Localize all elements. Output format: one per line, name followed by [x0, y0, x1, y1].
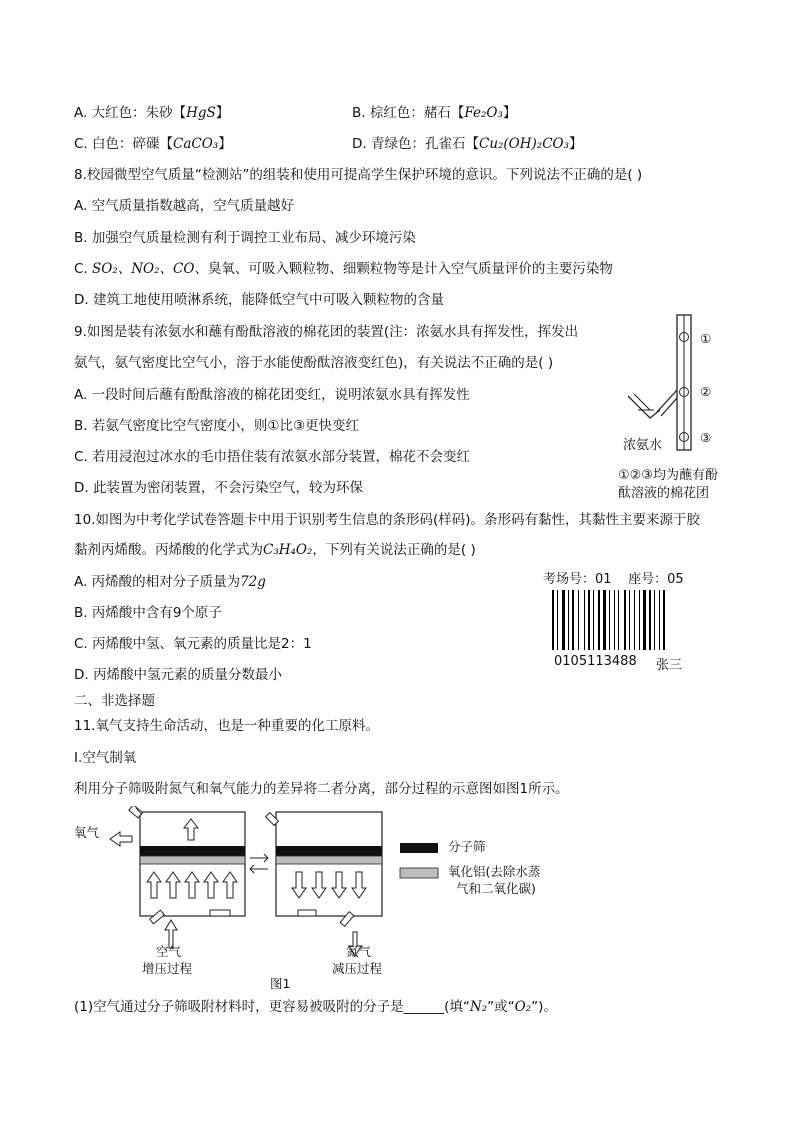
bracket: 】 [218, 136, 232, 152]
formula: Cu₂(OH)₂CO₃ [478, 136, 570, 152]
question-text: ”)。 [531, 999, 557, 1015]
q11-stem: 11.氧气支持生命活动，也是一种重要的化工原料。 [74, 718, 379, 734]
question-text: (填“ [444, 999, 470, 1015]
ammonia-apparatus-figure [610, 310, 770, 505]
barcode-bar [634, 590, 635, 650]
section-heading: 二、非选择题 [74, 693, 155, 709]
barcode-bar [609, 590, 610, 650]
q7-option-a [74, 104, 229, 122]
barcode-bar [603, 590, 606, 650]
option-text: A. 大红色：朱砂【 [74, 105, 187, 121]
barcode-bar [663, 590, 665, 650]
bracket: 】 [502, 105, 517, 121]
figure-caption-line2: 酞溶液的棉花团 [618, 486, 710, 501]
barcode-bar [572, 590, 574, 650]
q8-stem: 8.校园微型空气质量“检测站”的组装和使用可提高学生保护环境的意识。下列说法不正确的是( ) [74, 167, 643, 183]
question-text: ”或“ [487, 999, 515, 1015]
formula: C₃H₄O₂ [263, 542, 313, 558]
barcode-name: 张三 [656, 658, 683, 673]
barcode-bar [552, 590, 554, 650]
q8-option-a: A. 空气质量指数越高，空气质量越好 [74, 198, 295, 214]
option-text: C. 白色：碎磲【 [74, 136, 174, 152]
q9-option-d: D. 此装置为密闭装置，不会污染空气，较为环保 [74, 480, 363, 496]
stem-text: 黏剂丙烯酸。丙烯酸的化学式为 [74, 542, 263, 558]
q9-option-c: C. 若用浸泡过冰水的毛巾捂住装有浓氨水部分装置，棉花不会变红 [74, 449, 471, 465]
legend-sieve-label: 分子筛 [448, 839, 486, 854]
formula: SO₂、NO₂、CO [92, 261, 195, 277]
option-text: D. 青绿色：孔雀石【 [352, 136, 479, 152]
barcode-bar [593, 590, 594, 650]
barcode-bar [654, 590, 655, 650]
barcode-bars [552, 590, 690, 650]
barcode-bar [568, 590, 569, 650]
barcode-bar [659, 590, 660, 650]
formula: Fe₂O₃ [464, 105, 503, 121]
oxygen-label: 氧气 [74, 825, 100, 840]
q7-option-c [74, 135, 232, 153]
cotton-label-1: ① [700, 331, 712, 346]
barcode-bar [562, 590, 565, 650]
barcode-bar [557, 590, 558, 650]
figure-caption: 图1 [270, 976, 291, 991]
barcode-bar [629, 590, 630, 650]
depressurize-label: 减压过程 [332, 961, 383, 976]
q8-option-c [74, 260, 613, 278]
barcode-bar [584, 590, 585, 650]
formula: O₂ [514, 999, 532, 1015]
cotton-label-2: ② [700, 384, 712, 399]
bracket: 】 [569, 136, 583, 152]
barcode-number: 0105113488 [554, 654, 637, 669]
q10-stem-line1: 10.如图为中考化学试卷答题卡中用于识别考生信息的条形码(样码)。条形码有黏性，其黏性主要来源于胶 [74, 512, 701, 528]
q9-stem-line1: 9.如图是装有浓氨水和蘸有酚酞溶液的棉花团的装置(注：浓氨水具有挥发性，挥发出 [74, 324, 579, 340]
legend-alumina-label-line2: 气和二氧化碳) [456, 881, 536, 896]
q8-option-b: B. 加强空气质量检测有利于调控工业布局、减少环境污染 [74, 230, 416, 246]
barcode-bar [588, 590, 590, 650]
q10-stem-line2 [74, 541, 476, 559]
bracket: 】 [215, 105, 230, 121]
formula: CaCO₃ [173, 136, 219, 152]
stem-text: ，下列有关说法正确的是( ) [312, 542, 476, 558]
q11-question-1 [74, 998, 557, 1016]
formula: HgS [186, 105, 216, 121]
barcode-bar [643, 590, 646, 650]
q7-option-b [352, 104, 516, 122]
option-text: A. 丙烯酸的相对分子质量为 [74, 574, 241, 590]
barcode-bar [614, 590, 615, 650]
option-text: 、臭氧、可吸入颗粒物、细颗粒物等是计入空气质量评价的主要污染物 [194, 261, 613, 277]
barcode-bar [598, 590, 600, 650]
ammonia-label: 浓氨水 [623, 438, 663, 453]
q10-option-a [74, 573, 266, 591]
q11-description: 利用分子筛吸附氮气和氧气能力的差异将二者分离，部分过程的示意图如图1所示。 [74, 781, 569, 797]
question-text: (1)空气通过分子筛吸附材料时，更容易被吸附的分子是 [74, 999, 404, 1015]
q10-option-d: D. 丙烯酸中氢元素的质量分数最小 [74, 667, 282, 683]
barcode-bar [578, 590, 579, 650]
nitrogen-label: 氮气 [346, 944, 372, 959]
air-label: 空气 [156, 944, 182, 959]
legend-alumina-label-line1: 氧化铝(去除水蒸 [448, 864, 541, 879]
pressurize-label: 增压过程 [142, 961, 193, 976]
barcode-bar [624, 590, 626, 650]
barcode-figure [540, 566, 700, 676]
molecular-sieve-figure [70, 806, 590, 991]
q9-stem-line2: 氨气，氨气密度比空气小，溶于水能使酚酞溶液变红色)，有关说法不正确的是( ) [74, 355, 554, 371]
q10-option-c: C. 丙烯酸中氢、氧元素的质量比是2：1 [74, 636, 312, 652]
formula: N₂ [469, 999, 488, 1015]
figure-caption-line1: ①②③均为蘸有酚 [618, 468, 718, 483]
answer-blank[interactable]: ______ [403, 999, 445, 1015]
q9-option-b: B. 若氨气密度比空气密度小，则①比③更快变红 [74, 418, 360, 434]
barcode-header: 考场号：01 座号：05 [543, 572, 684, 587]
formula: 72g [240, 574, 266, 590]
q11-subheading: Ⅰ.空气制氧 [74, 750, 137, 766]
option-text: B. 棕红色：赭石【 [352, 105, 465, 121]
barcode-bar [639, 590, 640, 650]
q10-option-b: B. 丙烯酸中含有9个原子 [74, 605, 222, 621]
q9-option-a: A. 一段时间后蘸有酚酞溶液的棉花团变红，说明浓氨水具有挥发性 [74, 387, 470, 403]
barcode-bar [618, 590, 619, 650]
option-prefix: C. [74, 261, 93, 277]
q7-option-d [352, 135, 583, 153]
cotton-label-3: ③ [700, 430, 712, 445]
barcode-bar [649, 590, 651, 650]
q8-option-d: D. 建筑工地使用喷淋系统，能降低空气中可吸入颗粒物的含量 [74, 292, 444, 308]
